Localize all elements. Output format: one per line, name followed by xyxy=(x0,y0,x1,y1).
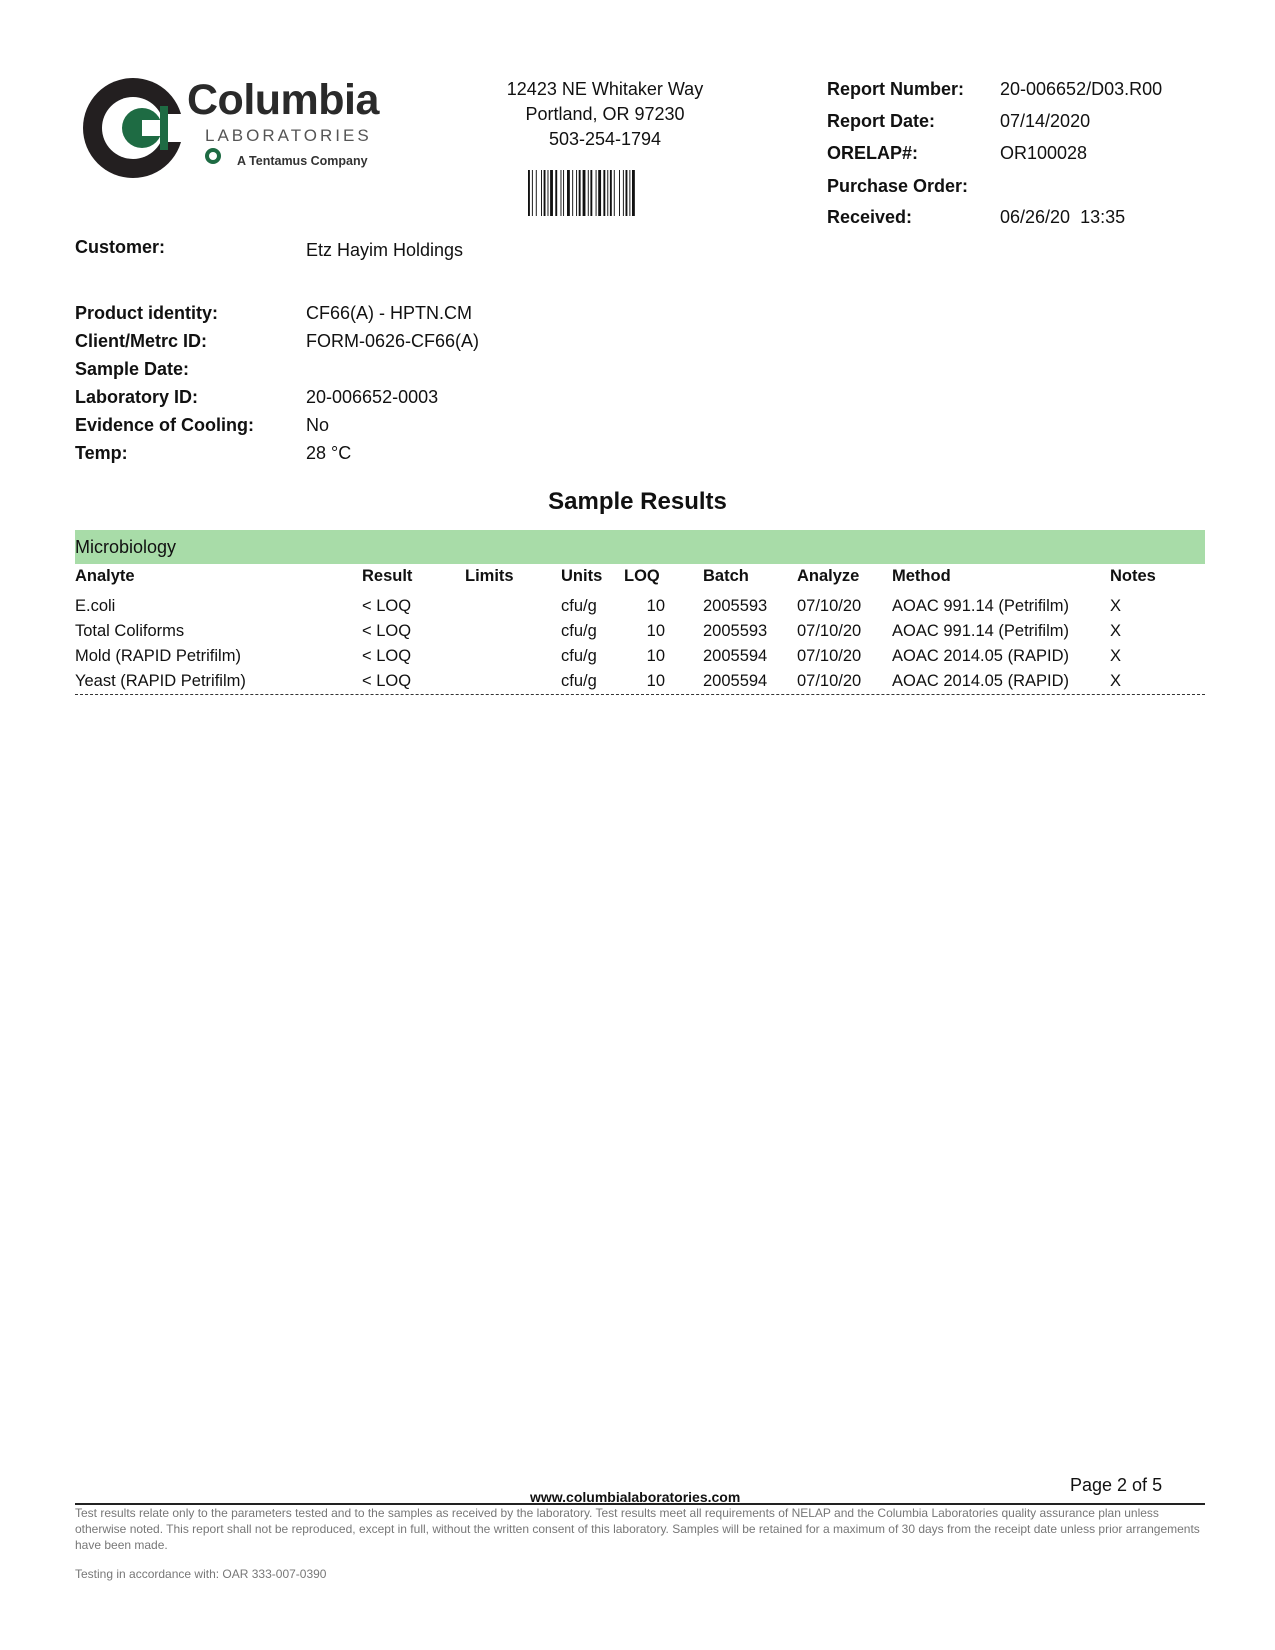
cell-batch: 2005593 xyxy=(703,597,768,615)
lab-address xyxy=(470,77,740,152)
cell-analyze: 07/10/20 xyxy=(797,647,862,665)
client-metrc-id: FORM-0626-CF66(A) xyxy=(306,331,480,351)
laboratory-id-label: Laboratory ID: xyxy=(75,387,199,407)
sample-results-title: Sample Results xyxy=(548,488,727,515)
table-end-divider xyxy=(75,694,1205,695)
laboratory-id: 20-006652-0003 xyxy=(306,387,439,407)
logo-tagline: A Tentamus Company xyxy=(237,154,368,168)
header-analyte: Analyte xyxy=(75,567,135,585)
cell-loq: 10 xyxy=(646,622,665,640)
logo-subtitle: LABORATORIES xyxy=(205,126,372,145)
cell-batch: 2005594 xyxy=(703,672,768,690)
received-date: 06/26/20 13:35 xyxy=(1000,207,1126,227)
orelap-label: ORELAP#: xyxy=(827,143,919,163)
cell-analyze: 07/10/20 xyxy=(797,672,862,690)
cell-analyte: Yeast (RAPID Petrifilm) xyxy=(75,672,246,690)
header-units: Units xyxy=(561,567,603,585)
address-phone: 503-254-1794 xyxy=(548,129,662,149)
header-limits: Limits xyxy=(465,567,514,585)
temp-label: Temp: xyxy=(75,443,128,463)
temp-value: 28 °C xyxy=(306,443,352,463)
cell-units: cfu/g xyxy=(561,597,597,615)
report-date: 07/14/2020 xyxy=(1000,111,1091,131)
page-number: Page 2 of 5 xyxy=(1070,1475,1163,1495)
cell-method: AOAC 991.14 (Petrifilm) xyxy=(892,622,1069,640)
cell-result: < LOQ xyxy=(362,597,412,615)
cell-loq: 10 xyxy=(646,597,665,615)
client-metrc-label: Client/Metrc ID: xyxy=(75,331,208,351)
microbiology-label: Microbiology xyxy=(75,537,177,557)
header-method: Method xyxy=(892,567,951,585)
cell-batch: 2005594 xyxy=(703,647,768,665)
cell-method: AOAC 2014.05 (RAPID) xyxy=(892,647,1069,665)
cell-units: cfu/g xyxy=(561,622,597,640)
footer-accordance: Testing in accordance with: OAR 333-007-0390 xyxy=(75,1567,327,1581)
header-loq: LOQ xyxy=(624,567,660,585)
cell-method: AOAC 2014.05 (RAPID) xyxy=(892,672,1069,690)
cell-method: AOAC 991.14 (Petrifilm) xyxy=(892,597,1069,615)
purchase-order-label: Purchase Order: xyxy=(827,176,969,196)
cell-batch: 2005593 xyxy=(703,622,768,640)
product-identity-label: Product identity: xyxy=(75,303,218,323)
header-analyze: Analyze xyxy=(797,567,860,585)
cell-notes: X xyxy=(1110,597,1122,615)
cell-loq: 10 xyxy=(646,647,665,665)
address-street: 12423 NE Whitaker Way xyxy=(506,79,704,99)
report-number-label: Report Number: xyxy=(827,79,965,99)
customer-name: Etz Hayim Holdings xyxy=(306,240,464,260)
footer-disclaimer: Test results relate only to the parameters tested and to the samples as received by the laboratory. Test results meet all requirements of NELAP and the Columbia Laboratories quality assurance plan unless otherwise noted. This report shall not be reproduced, except in full, without the written consent of this laboratory. Samples will be retained for a maximum of 30 days from the receipt date unless prior arrangements have been made. xyxy=(75,1506,1200,1552)
report-date-label: Report Date: xyxy=(827,111,936,131)
cell-analyze: 07/10/20 xyxy=(797,622,862,640)
cell-notes: X xyxy=(1110,622,1122,640)
cell-notes: X xyxy=(1110,672,1122,690)
cooling-value: No xyxy=(306,415,330,435)
orelap-number: OR100028 xyxy=(1000,143,1088,163)
product-identity: CF66(A) - HPTN.CM xyxy=(306,303,472,323)
cell-analyte: Mold (RAPID Petrifilm) xyxy=(75,647,241,665)
barcode xyxy=(528,170,670,216)
cooling-label: Evidence of Cooling: xyxy=(75,415,255,435)
cell-units: cfu/g xyxy=(561,672,597,690)
sample-date-label: Sample Date: xyxy=(75,359,190,379)
cell-result: < LOQ xyxy=(362,672,412,690)
cell-notes: X xyxy=(1110,647,1122,665)
cell-analyze: 07/10/20 xyxy=(797,597,862,615)
cell-analyte: E.coli xyxy=(75,597,116,615)
cell-analyte: Total Coliforms xyxy=(75,622,185,640)
microbiology-band xyxy=(75,530,1205,564)
footer-website-link[interactable]: www.columbialaboratories.com xyxy=(530,1489,741,1505)
header-result: Result xyxy=(362,567,413,585)
report-number: 20-006652/D03.R00 xyxy=(1000,79,1163,99)
logo-wordmark: Columbia xyxy=(187,76,379,124)
cell-loq: 10 xyxy=(646,672,665,690)
address-city: Portland, OR 97230 xyxy=(525,104,685,124)
header-notes: Notes xyxy=(1110,567,1156,585)
cell-units: cfu/g xyxy=(561,647,597,665)
cell-result: < LOQ xyxy=(362,622,412,640)
received-label: Received: xyxy=(827,207,913,227)
cell-result: < LOQ xyxy=(362,647,412,665)
header-batch: Batch xyxy=(703,567,749,585)
customer-label: Customer: xyxy=(75,237,166,257)
